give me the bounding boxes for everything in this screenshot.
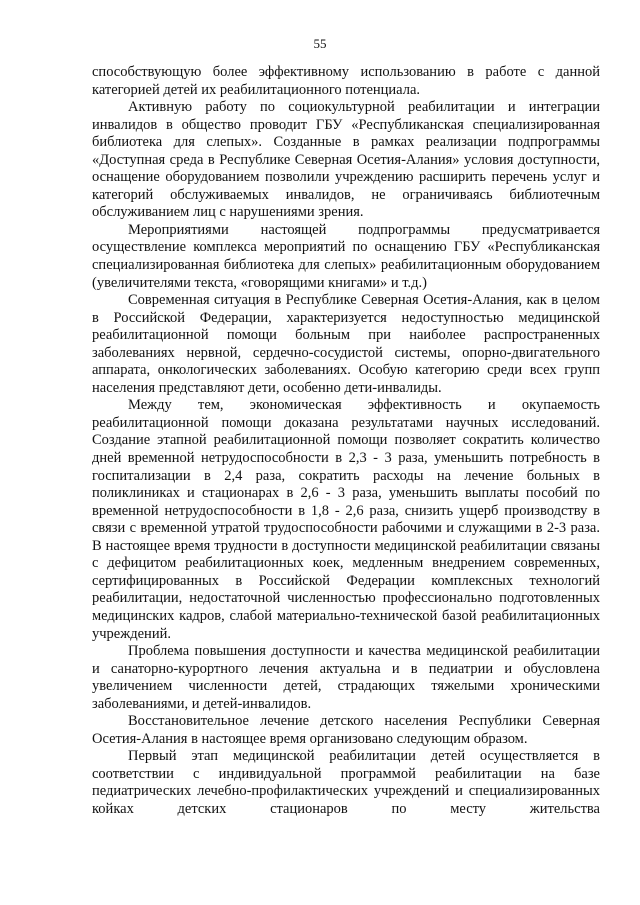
paragraph-economic-efficiency: Между тем, экономическая эффективность и окупаемость реабилитационной помощи доказана результатами научных исследований. Создание этапной реабилитационной помощи позволяет сократить количество дней временной нетрудоспособности в 2,3 - 3 раза, уменьшить потребность в госпитализации в 2,4 раза, сократить расходы на лечение больных в поликлиниках и стационарах в 2,6 - 3 раза, уменьшить выплаты пособий по временной нетрудоспособности в 1,8 - 2,6 раза, снизить ущерб производству в связи с временной утратой трудоспособности рабочими и служащими в 2-3 раза. В настоящее время трудности в доступности медицинской реабилитации связаны с дефицитом реабилитационных коек, медленным внедрением современных, сертифицированных в Российской Федерации комплексных технологий реабилитации, недостаточной численностью профессионально подготовленных медицинских кадров, слабой материально-технической базой реабилитационных учреждений. [92,397,600,642]
text-body [92,64,600,819]
paragraph-pediatric-problem: Проблема повышения доступности и качества медицинской реабилитации и санаторно-курортного лечения актуальна и в педиатрии и обусловлена увеличением численности детей, страдающих тяжелыми хроническими заболеваниями, и детей-инвалидов. [92,643,600,712]
page-number: 55 [313,36,327,51]
paragraph-first-stage: Первый этап медицинской реабилитации детей осуществляется в соответствии с индивидуальной программой реабилитации на базе педиатрических лечебно-профилактических учреждений и специализированных койках детских стационаров по месту жительства [92,748,600,817]
paragraph-subprogram-measures: Мероприятиями настоящей подпрограммы предусматривается осуществление комплекса мероприятий по оснащению ГБУ «Республиканская специализированная библиотека для слепых» реабилитационным оборудованием (увеличителями текста, «говорящими книгами» и т.д.) [92,221,600,291]
paragraph-library-rehabilitation: Активную работу по социокультурной реабилитации и интеграции инвалидов в общество проводит ГБУ «Республиканская специализированная библиотека для слепых». Созданные в рамках реализации подпрограммы «Доступная среда в Республике Северная Осетия-Алания» условия доступности, оснащение оборудованием позволили учреждению расширить перечень услуг и категорий обслуживаемых инвалидов, не ограничиваясь библиотечным обслуживанием лиц с нарушениями зрения. [92,99,600,221]
paragraph-continuation: способствующую более эффективному использованию в работе с данной категорией детей их реабилитационного потенциала. [92,64,600,98]
paragraph-organization: Восстановительное лечение детского населения Республики Северная Осетия-Алания в настоящее время организовано следующим образом. [92,713,600,747]
paragraph-current-situation: Современная ситуация в Республике Северная Осетия-Алания, как в целом в Российской Федерации, характеризуется недоступностью медицинской реабилитационной помощи больным при наиболее распространенных заболеваниях нервной, сердечно-сосудистой системы, опорно-двигательного аппарата, онкологических заболеваниях. Особую категорию среди всех групп населения представляют дети, особенно дети-инвалиды. [92,292,600,396]
